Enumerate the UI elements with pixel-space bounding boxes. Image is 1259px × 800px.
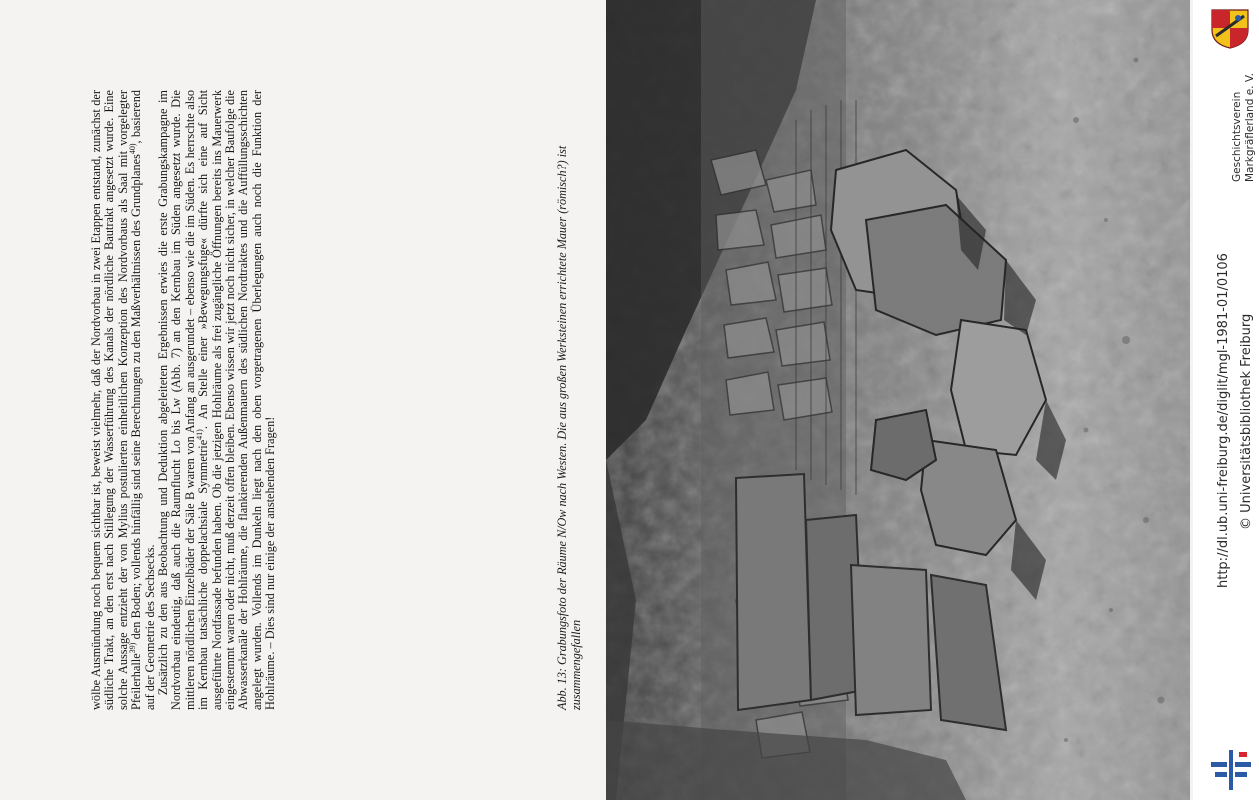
paragraph-1-text-b: den Boden; vollends hinfällig sind seine Berechnungen zu den Maßverhältnissen des Grundplanes <box>129 154 144 643</box>
footnote-ref-40: 40) <box>128 143 138 155</box>
paragraph-1-text: wölbe Ausmündung noch bequem sichtbar ist, beweist vielmehr, daß der Nordvorbau in zwei Etappen entstand, zunächst der südliche Trakt, an den erst nach Stillegung der Wasserführung des Kanals der nördliche Bautrakt angesetzt wurde. Eine solche Aussage entzieht der von Mylius postulierten einheitlichen Konzeption des Nordvorbaus als Saal mit vorgelegter Pfeilerhalle <box>89 90 144 710</box>
paragraph-2 <box>157 90 278 710</box>
footnote-ref-39: 39) <box>128 642 138 654</box>
association-name-line-1: Geschichtsverein <box>1231 91 1243 182</box>
copyright-notice: © Universitätsbibliothek Freiburg <box>1239 313 1254 530</box>
paragraph-2-text-b: . An Stelle einer »Bewegungsfuge« dürfte sich eine auf Sicht ausgeführte Nordfassade befunden haben. Ob die jetzigen Hohlräume als frei zugängliche Öffnungen bereits ins Mauerwerk eingestemmt waren oder nicht, muß derzeit offen bleiben. Ebenso wissen wir jetzt noch nicht sicher, in welcher Baufolge die Abwasserkanäle der Hohlräume, die flankierenden Außenmauern des südlichen Nordtraktes und die Auffüllungsschichten angelegt wurden. Vollends im Dunkeln liegt nach den oben vorgetragenen Überlegungen auch noch die Funktion der Hohlräume. – Dies sind nur einige der anstehenden Fragen! <box>196 89 278 710</box>
coat-of-arms-icon <box>1208 6 1252 50</box>
excavation-photo-drawing <box>606 0 1190 800</box>
article-body-text <box>90 90 450 710</box>
excavation-photo <box>606 0 1190 800</box>
association-name-line-2: Markgräflerland e. V. <box>1244 72 1256 182</box>
paragraph-2-text: Zusätzlich zu den aus Beobachtung und Deduktion abgeleiteten Ergebnissen erwies die erste Grabungskampagne im Nordvorbau eindeutig, daß auch die Raumflucht Lo bis Lw (Abb. 7) an den Kernbau im Süden angesetzt wurde. Die mittleren nördlichen Einzelbäder der Säle B waren von Anfang an ausgerundet – ebenso wie die im Süden. Es herrschte also im Kernbau tatsächliche doppelachsiale Symmetrie <box>156 90 211 710</box>
figure-caption: Abb. 13: Grabungsfoto der Räume N/Ow nach Westen. Die aus großen Werksteinen errichtete Mauer (römisch?) ist zusammengefallen <box>555 145 583 710</box>
footnote-ref-41: 41) <box>195 429 205 440</box>
paragraph-1 <box>90 90 157 710</box>
ub-freiburg-logo-icon <box>1209 748 1253 792</box>
source-url-link[interactable]: http://dl.ub.uni-freiburg.de/diglit/mgl-1981-01/0106 <box>1216 253 1231 588</box>
paragraph-1-text-c: , basierend auf der Geometrie des Sechsecks. <box>129 90 157 710</box>
